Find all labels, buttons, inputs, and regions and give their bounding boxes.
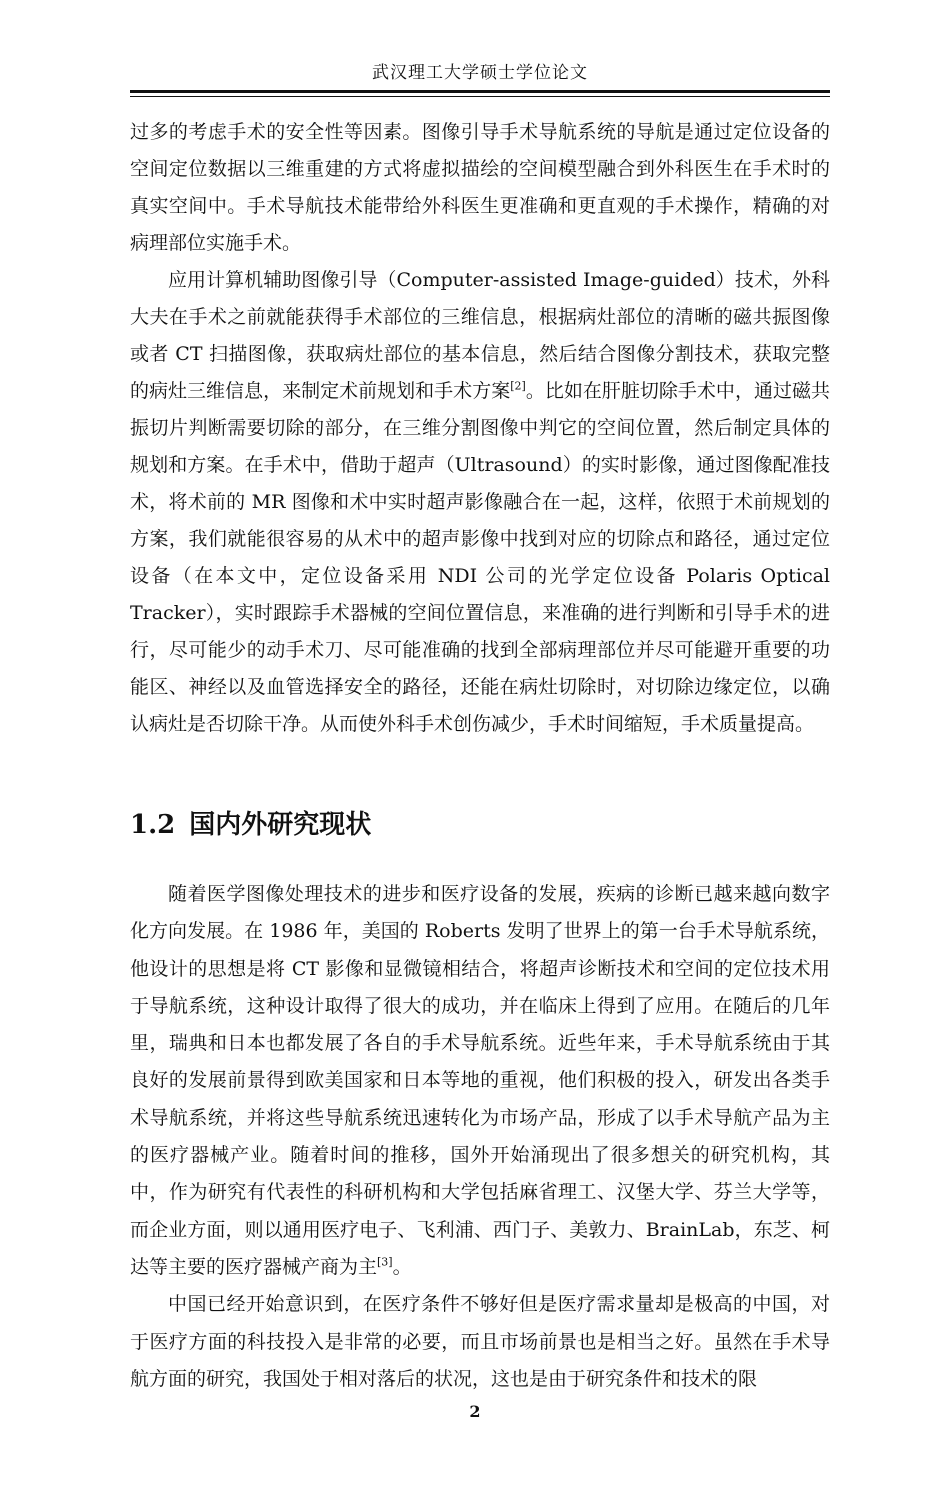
section-heading <box>130 805 830 845</box>
body-text-section-1 <box>130 114 830 743</box>
paragraph <box>130 262 830 743</box>
section-number: 1.2 <box>130 810 176 840</box>
paragraph-text-cont: 。 <box>392 1255 412 1278</box>
section-title: 国内外研究现状 <box>189 810 372 840</box>
paragraph <box>130 1286 830 1398</box>
paragraph-text-cont: 。比如在肝脏切除手术中，通过磁共振切片判断需要切除的部分，在三维分割图像中判它的空间位置，然后制定具体的规划和方案。在手术中，借助于超声（Ultrasound）的实时影像，通过图像配准技术，将术前的 MR 图像和术中实时超声影像融合在一起，这样，依照于术前规划的方案，我们就能很容易的从术中的超声影像中找到对应的切除点和路径，通过定位设备（在本文中，定位设备采用 NDI 公司的光学定位设备 Polaris Optical Tracker），实时跟踪手术器械的空间位置信息，来准确的进行判断和引导手术的进行，尽可能少的动手术刀、尽可能准确的找到全部病理部位并尽可能避开重要的功能区、神经以及血管选择安全的路径，还能在病灶切除时，对切除边缘定位，以确认病灶是否切除干净。从而使外科手术创伤减少，手术时间缩短，手术质量提高。 <box>130 380 830 735</box>
page-number: 2 <box>469 1402 481 1421</box>
paragraph <box>130 114 830 262</box>
paragraph-text: 过多的考虑手术的安全性等因素。图像引导手术导航系统的导航是通过定位设备的空间定位数据以三维重建的方式将虚拟描绘的空间模型融合到外科医生在手术时的真实空间中。手术导航技术能带给外科医生更准确和更直观的手术操作，精确的对病理部位实施手术。 <box>130 121 830 254</box>
header-rule-thin <box>130 96 830 97</box>
citation-ref[interactable]: [2] <box>510 379 526 393</box>
paragraph-text: 应用计算机辅助图像引导（Computer-assisted Image-guided）技术，外科大夫在手术之前就能获得手术部位的三维信息，根据病灶部位的清晰的磁共振图像或者 CT 扫描图像，获取病灶部位的基本信息，然后结合图像分割技术，获取完整的病灶三维信息，来制定术前规划和手术方案 <box>130 269 830 402</box>
paragraph-text: 随着医学图像处理技术的进步和医疗设备的发展，疾病的诊断已越来越向数字化方向发展。在 1986 年，美国的 Roberts 发明了世界上的第一台手术导航系统，他设计的思想是将 CT 影像和显微镜相结合，将超声诊断技术和空间的定位技术用于导航系统，这种设计取得了很大的成功，并在临床上得到了应用。在随后的几年里，瑞典和日本也都发展了各自的手术导航系统。近些年来，手术导航系统由于其良好的发展前景得到欧美国家和日本等地的重视，他们积极的投入，研发出各类手术导航系统，并将这些导航系统迅速转化为市场产品，形成了以手术导航产品为主的医疗器械产业。随着时间的推移，国外开始涌现出了很多想关的研究机构，其中，作为研究有代表性的科研机构和大学包括麻省理工、汉堡大学、芬兰大学等，而企业方面，则以通用医疗电子、飞利浦、西门子、美敦力、BrainLab，东芝、柯达等主要的医疗器械产商为主 <box>130 883 830 1278</box>
citation-ref[interactable]: [3] <box>377 1255 393 1269</box>
running-header: 武汉理工大学硕士学位论文 <box>372 63 588 83</box>
header-rule-thick <box>130 90 830 93</box>
paragraph-text: 中国已经开始意识到，在医疗条件不够好但是医疗需求量却是极高的中国，对于医疗方面的科技投入是非常的必要，而且市场前景也是相当之好。虽然在手术导航方面的研究，我国处于相对落后的状况，这也是由于研究条件和技术的限 <box>130 1293 830 1390</box>
body-text-section-2 <box>130 876 830 1398</box>
paragraph <box>130 876 830 1286</box>
